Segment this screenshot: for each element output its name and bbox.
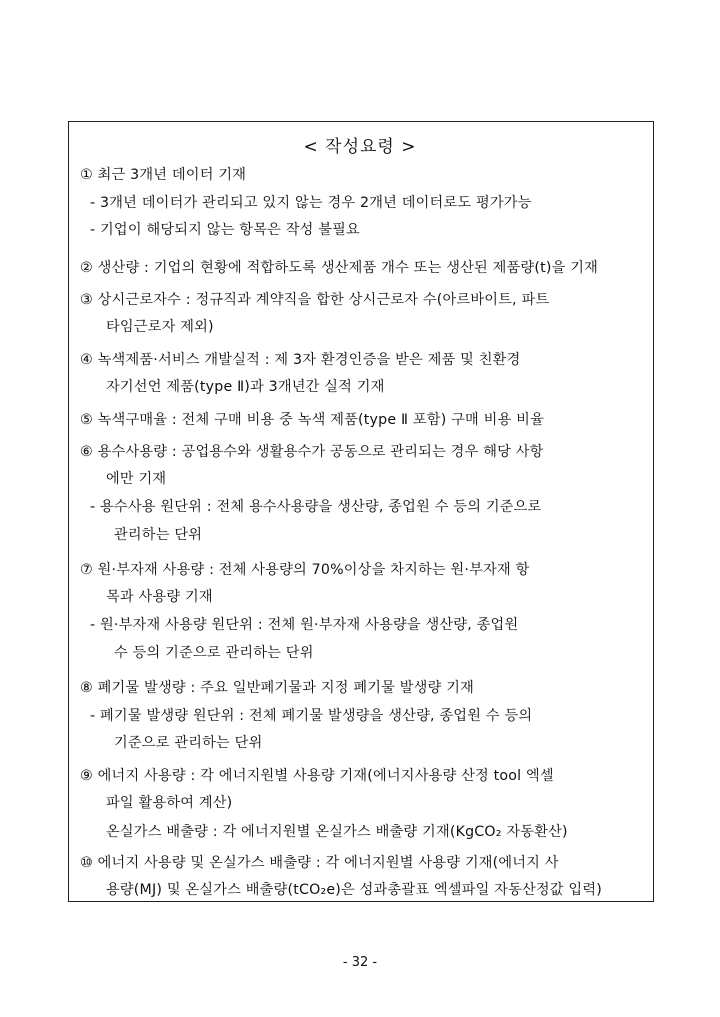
item-6: ⑥ 용수사용량 : 공업용수와 생활용수가 공동으로 관리되는 경우 해당 사항 — [80, 444, 544, 460]
item-1: ① 최근 3개년 데이터 기재 — [80, 167, 247, 183]
instructions-title: < 작성요령 > — [303, 137, 417, 157]
item-6-note: - 용수사용 원단위 : 전체 용수사용량을 생산량, 종업원 수 등의 기준으로 — [90, 499, 542, 515]
item-3-cont: 타임근로자 제외) — [106, 319, 214, 335]
item-7: ⑦ 원·부자재 사용량 : 전체 사용량의 70%이상을 차지하는 원·부자재 항 — [80, 562, 530, 578]
item-2: ② 생산량 : 기업의 현황에 적합하도록 생산제품 개수 또는 생산된 제품량(t)을 기재 — [80, 260, 599, 276]
item-10-cont: 용량(MJ) 및 온실가스 배출량(tCO₂e)은 성과총괄표 엑셀파일 자동산정값 입력) — [106, 882, 602, 898]
item-6-cont: 에만 기재 — [106, 471, 167, 487]
item-9-cont: 파일 활용하여 계산) — [106, 795, 233, 811]
item-4-cont: 자기선언 제품(type Ⅱ)과 3개년간 실적 기재 — [106, 379, 385, 395]
item-1-note-b: - 기업이 해당되지 않는 항목은 작성 불필요 — [90, 222, 360, 238]
page-number: - 32 - — [342, 955, 378, 970]
item-8: ⑧ 폐기물 발생량 : 주요 일반폐기물과 지정 폐기물 발생량 기재 — [80, 680, 475, 696]
item-6-note-cont: 관리하는 단위 — [114, 527, 203, 543]
item-4: ④ 녹색제품·서비스 개발실적 : 제 3자 환경인증을 받은 제품 및 친환경 — [80, 352, 521, 368]
item-7-note: - 원·부자재 사용량 원단위 : 전체 원·부자재 사용량을 생산량, 종업원 — [90, 617, 519, 633]
item-7-cont: 목과 사용량 기재 — [106, 589, 213, 605]
item-7-note-cont: 수 등의 기준으로 관리하는 단위 — [114, 645, 314, 661]
item-10: ⑩ 에너지 사용량 및 온실가스 배출량 : 각 에너지원별 사용량 기재(에너지 사 — [80, 855, 559, 871]
item-1-note-a: - 3개년 데이터가 관리되고 있지 않는 경우 2개년 데이터로도 평가가능 — [90, 195, 532, 211]
item-3: ③ 상시근로자수 : 정규직과 계약직을 합한 상시근로자 수(아르바이트, 파트 — [80, 292, 550, 308]
item-8-note-cont: 기준으로 관리하는 단위 — [114, 735, 263, 751]
item-9: ⑨ 에너지 사용량 : 각 에너지원별 사용량 기재(에너지사용량 산정 tool 엑셀 — [80, 768, 554, 784]
item-9-emissions: 온실가스 배출량 : 각 에너지원별 온실가스 배출량 기재(KgCO₂ 자동환산) — [106, 824, 568, 840]
item-5: ⑤ 녹색구매율 : 전체 구매 비용 중 녹색 제품(type Ⅱ 포함) 구매 비용 비율 — [80, 412, 544, 428]
item-8-note: - 폐기물 발생량 원단위 : 전체 폐기물 발생량을 생산량, 종업원 수 등의 — [90, 708, 533, 724]
